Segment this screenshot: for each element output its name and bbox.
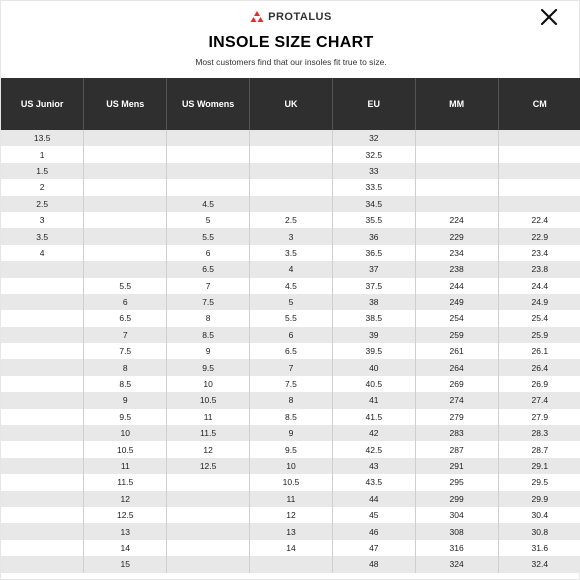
- table-cell: [498, 146, 580, 162]
- table-cell: [498, 130, 580, 146]
- table-cell: 43: [332, 458, 415, 474]
- table-cell: 11: [84, 458, 167, 474]
- table-cell: [167, 163, 250, 179]
- table-cell: 6.5: [250, 343, 333, 359]
- table-cell: 25.9: [498, 327, 580, 343]
- table-cell: [84, 212, 167, 228]
- table-cell: 13: [250, 523, 333, 539]
- table-cell: 32.4: [498, 556, 580, 572]
- table-cell: 261: [415, 343, 498, 359]
- table-cell: 244: [415, 278, 498, 294]
- table-cell: 15: [84, 556, 167, 572]
- table-cell: 47: [332, 540, 415, 556]
- table-cell: [167, 523, 250, 539]
- table-cell: 316: [415, 540, 498, 556]
- table-cell: 3.5: [1, 228, 84, 244]
- table-row: [1, 278, 580, 294]
- table-cell: 1.5: [1, 163, 84, 179]
- table-cell: [250, 196, 333, 212]
- table-cell: 3: [1, 212, 84, 228]
- table-cell: [1, 278, 84, 294]
- table-cell: [167, 146, 250, 162]
- table-cell: 8.5: [250, 409, 333, 425]
- table-cell: 37: [332, 261, 415, 277]
- table-cell: 26.9: [498, 376, 580, 392]
- table-cell: 7.5: [250, 376, 333, 392]
- table-cell: 33.5: [332, 179, 415, 195]
- table-cell: [167, 556, 250, 572]
- table-cell: [250, 179, 333, 195]
- table-body: [1, 130, 580, 573]
- table-cell: 5: [250, 294, 333, 310]
- table-cell: 11.5: [167, 425, 250, 441]
- table-cell: [250, 163, 333, 179]
- table-cell: [498, 196, 580, 212]
- table-cell: 8: [167, 310, 250, 326]
- table-cell: 27.4: [498, 392, 580, 408]
- table-cell: 9: [84, 392, 167, 408]
- protalus-logo-icon: [250, 10, 264, 24]
- table-cell: 2.5: [1, 196, 84, 212]
- table-cell: 11: [250, 491, 333, 507]
- table-row: [1, 261, 580, 277]
- table-cell: 7.5: [84, 343, 167, 359]
- table-row: [1, 474, 580, 490]
- table-cell: [1, 425, 84, 441]
- table-cell: [1, 474, 84, 490]
- table-cell: 234: [415, 245, 498, 261]
- table-cell: 11: [167, 409, 250, 425]
- table-cell: 10.5: [167, 392, 250, 408]
- table-cell: 30.4: [498, 507, 580, 523]
- table-row: [1, 146, 580, 162]
- table-cell: 36: [332, 228, 415, 244]
- table-row: [1, 376, 580, 392]
- table-cell: [84, 163, 167, 179]
- table-cell: 264: [415, 359, 498, 375]
- table-cell: 10.5: [84, 441, 167, 457]
- size-table-container: [1, 78, 580, 573]
- page-title: INSOLE SIZE CHART: [208, 34, 374, 51]
- table-cell: [415, 146, 498, 162]
- table-cell: [1, 327, 84, 343]
- table-cell: 41.5: [332, 409, 415, 425]
- table-cell: [1, 376, 84, 392]
- table-cell: [1, 343, 84, 359]
- table-cell: 38.5: [332, 310, 415, 326]
- table-row: [1, 409, 580, 425]
- table-row: [1, 294, 580, 310]
- table-cell: [1, 458, 84, 474]
- table-cell: 8: [250, 392, 333, 408]
- table-cell: 32: [332, 130, 415, 146]
- page-subtitle: Most customers find that our insoles fit true to size.: [195, 57, 387, 67]
- table-cell: [1, 540, 84, 556]
- table-cell: 6: [250, 327, 333, 343]
- table-row: [1, 212, 580, 228]
- table-cell: [1, 441, 84, 457]
- table-row: [1, 392, 580, 408]
- table-cell: 22.9: [498, 228, 580, 244]
- table-cell: 7: [84, 327, 167, 343]
- table-cell: 37.5: [332, 278, 415, 294]
- table-cell: [1, 359, 84, 375]
- table-cell: 13.5: [1, 130, 84, 146]
- table-cell: 10: [167, 376, 250, 392]
- table-cell: 8.5: [167, 327, 250, 343]
- table-cell: 283: [415, 425, 498, 441]
- table-cell: 32.5: [332, 146, 415, 162]
- table-row: [1, 540, 580, 556]
- table-cell: 27.9: [498, 409, 580, 425]
- table-cell: [415, 196, 498, 212]
- table-cell: 42: [332, 425, 415, 441]
- table-cell: 30.8: [498, 523, 580, 539]
- table-cell: 24.9: [498, 294, 580, 310]
- table-cell: 6.5: [167, 261, 250, 277]
- table-cell: 291: [415, 458, 498, 474]
- table-row: [1, 130, 580, 146]
- table-cell: [1, 409, 84, 425]
- table-cell: [415, 163, 498, 179]
- table-cell: 9: [250, 425, 333, 441]
- table-cell: 46: [332, 523, 415, 539]
- column-header: MM: [415, 78, 498, 130]
- table-cell: [498, 163, 580, 179]
- column-header: US Mens: [84, 78, 167, 130]
- table-cell: 8.5: [84, 376, 167, 392]
- table-cell: [498, 179, 580, 195]
- table-cell: 5: [167, 212, 250, 228]
- table-row: [1, 228, 580, 244]
- table-cell: 229: [415, 228, 498, 244]
- table-row: [1, 441, 580, 457]
- table-cell: 24.4: [498, 278, 580, 294]
- table-cell: 254: [415, 310, 498, 326]
- table-cell: 22.4: [498, 212, 580, 228]
- table-cell: 12: [250, 507, 333, 523]
- table-cell: [415, 179, 498, 195]
- table-cell: 44: [332, 491, 415, 507]
- table-cell: [1, 556, 84, 572]
- table-row: [1, 310, 580, 326]
- column-header: US Junior: [1, 78, 84, 130]
- table-cell: 36.5: [332, 245, 415, 261]
- table-cell: [84, 245, 167, 261]
- table-cell: 6.5: [84, 310, 167, 326]
- table-cell: 274: [415, 392, 498, 408]
- table-cell: 31.6: [498, 540, 580, 556]
- table-cell: 259: [415, 327, 498, 343]
- table-cell: 14: [84, 540, 167, 556]
- table-cell: 10.5: [250, 474, 333, 490]
- table-cell: 28.7: [498, 441, 580, 457]
- table-cell: 1: [1, 146, 84, 162]
- table-cell: 9.5: [84, 409, 167, 425]
- table-cell: 6: [84, 294, 167, 310]
- table-cell: 40.5: [332, 376, 415, 392]
- table-cell: 4: [1, 245, 84, 261]
- table-cell: 238: [415, 261, 498, 277]
- table-cell: 29.9: [498, 491, 580, 507]
- table-cell: 7: [167, 278, 250, 294]
- table-cell: 26.4: [498, 359, 580, 375]
- table-row: [1, 425, 580, 441]
- table-cell: 12: [167, 441, 250, 457]
- table-cell: 7.5: [167, 294, 250, 310]
- table-row: [1, 507, 580, 523]
- table-cell: 38: [332, 294, 415, 310]
- column-header: CM: [498, 78, 580, 130]
- table-cell: 308: [415, 523, 498, 539]
- table-row: [1, 343, 580, 359]
- table-cell: 35.5: [332, 212, 415, 228]
- column-header: US Womens: [167, 78, 250, 130]
- table-cell: 45: [332, 507, 415, 523]
- table-cell: 295: [415, 474, 498, 490]
- table-cell: 28.3: [498, 425, 580, 441]
- table-cell: 224: [415, 212, 498, 228]
- table-cell: [84, 261, 167, 277]
- table-cell: 5.5: [250, 310, 333, 326]
- brand-header: [1, 10, 580, 24]
- table-row: [1, 245, 580, 261]
- table-cell: 5.5: [84, 278, 167, 294]
- table-cell: [250, 130, 333, 146]
- table-cell: 4.5: [250, 278, 333, 294]
- table-cell: 287: [415, 441, 498, 457]
- table-cell: 2: [1, 179, 84, 195]
- table-row: [1, 556, 580, 572]
- table-cell: [1, 310, 84, 326]
- column-header: UK: [250, 78, 333, 130]
- table-cell: 13: [84, 523, 167, 539]
- table-cell: 12.5: [84, 507, 167, 523]
- table-row: [1, 163, 580, 179]
- table-cell: 9.5: [167, 359, 250, 375]
- table-cell: 279: [415, 409, 498, 425]
- table-cell: [167, 130, 250, 146]
- table-cell: [250, 146, 333, 162]
- table-cell: 41: [332, 392, 415, 408]
- table-cell: [1, 294, 84, 310]
- table-cell: 8: [84, 359, 167, 375]
- table-cell: 39.5: [332, 343, 415, 359]
- table-cell: 6: [167, 245, 250, 261]
- table-cell: [1, 392, 84, 408]
- table-cell: 48: [332, 556, 415, 572]
- table-cell: 269: [415, 376, 498, 392]
- table-cell: [84, 228, 167, 244]
- table-cell: [84, 179, 167, 195]
- table-cell: [167, 507, 250, 523]
- table-row: [1, 327, 580, 343]
- table-cell: 29.5: [498, 474, 580, 490]
- table-row: [1, 523, 580, 539]
- table-cell: 3: [250, 228, 333, 244]
- table-row: [1, 458, 580, 474]
- table-row: [1, 491, 580, 507]
- table-cell: 3.5: [250, 245, 333, 261]
- table-cell: 4: [250, 261, 333, 277]
- table-cell: 43.5: [332, 474, 415, 490]
- table-cell: 33: [332, 163, 415, 179]
- table-cell: 10: [250, 458, 333, 474]
- table-cell: [84, 130, 167, 146]
- table-cell: [1, 261, 84, 277]
- table-cell: [84, 146, 167, 162]
- table-cell: 14: [250, 540, 333, 556]
- brand-name: PROTALUS: [268, 11, 332, 23]
- table-header-row: [1, 78, 580, 130]
- table-cell: 299: [415, 491, 498, 507]
- table-cell: [1, 507, 84, 523]
- table-cell: 2.5: [250, 212, 333, 228]
- table-cell: 23.4: [498, 245, 580, 261]
- table-cell: [84, 196, 167, 212]
- table-cell: 42.5: [332, 441, 415, 457]
- table-cell: 7: [250, 359, 333, 375]
- table-cell: [167, 540, 250, 556]
- column-header: EU: [332, 78, 415, 130]
- table-cell: 304: [415, 507, 498, 523]
- size-table: [1, 78, 580, 573]
- table-row: [1, 196, 580, 212]
- table-cell: 10: [84, 425, 167, 441]
- table-cell: 9: [167, 343, 250, 359]
- table-cell: 5.5: [167, 228, 250, 244]
- table-cell: 23.8: [498, 261, 580, 277]
- table-row: [1, 179, 580, 195]
- table-cell: 34.5: [332, 196, 415, 212]
- table-cell: 29.1: [498, 458, 580, 474]
- table-cell: 12: [84, 491, 167, 507]
- table-cell: 11.5: [84, 474, 167, 490]
- table-cell: 324: [415, 556, 498, 572]
- table-cell: 26.1: [498, 343, 580, 359]
- table-cell: [167, 179, 250, 195]
- table-cell: 9.5: [250, 441, 333, 457]
- table-cell: [167, 474, 250, 490]
- table-cell: 12.5: [167, 458, 250, 474]
- table-row: [1, 359, 580, 375]
- table-cell: [415, 130, 498, 146]
- table-cell: 4.5: [167, 196, 250, 212]
- table-cell: [1, 491, 84, 507]
- table-cell: [250, 556, 333, 572]
- table-cell: [1, 523, 84, 539]
- table-cell: 249: [415, 294, 498, 310]
- table-cell: 39: [332, 327, 415, 343]
- table-cell: [167, 491, 250, 507]
- table-cell: 25.4: [498, 310, 580, 326]
- table-cell: 40: [332, 359, 415, 375]
